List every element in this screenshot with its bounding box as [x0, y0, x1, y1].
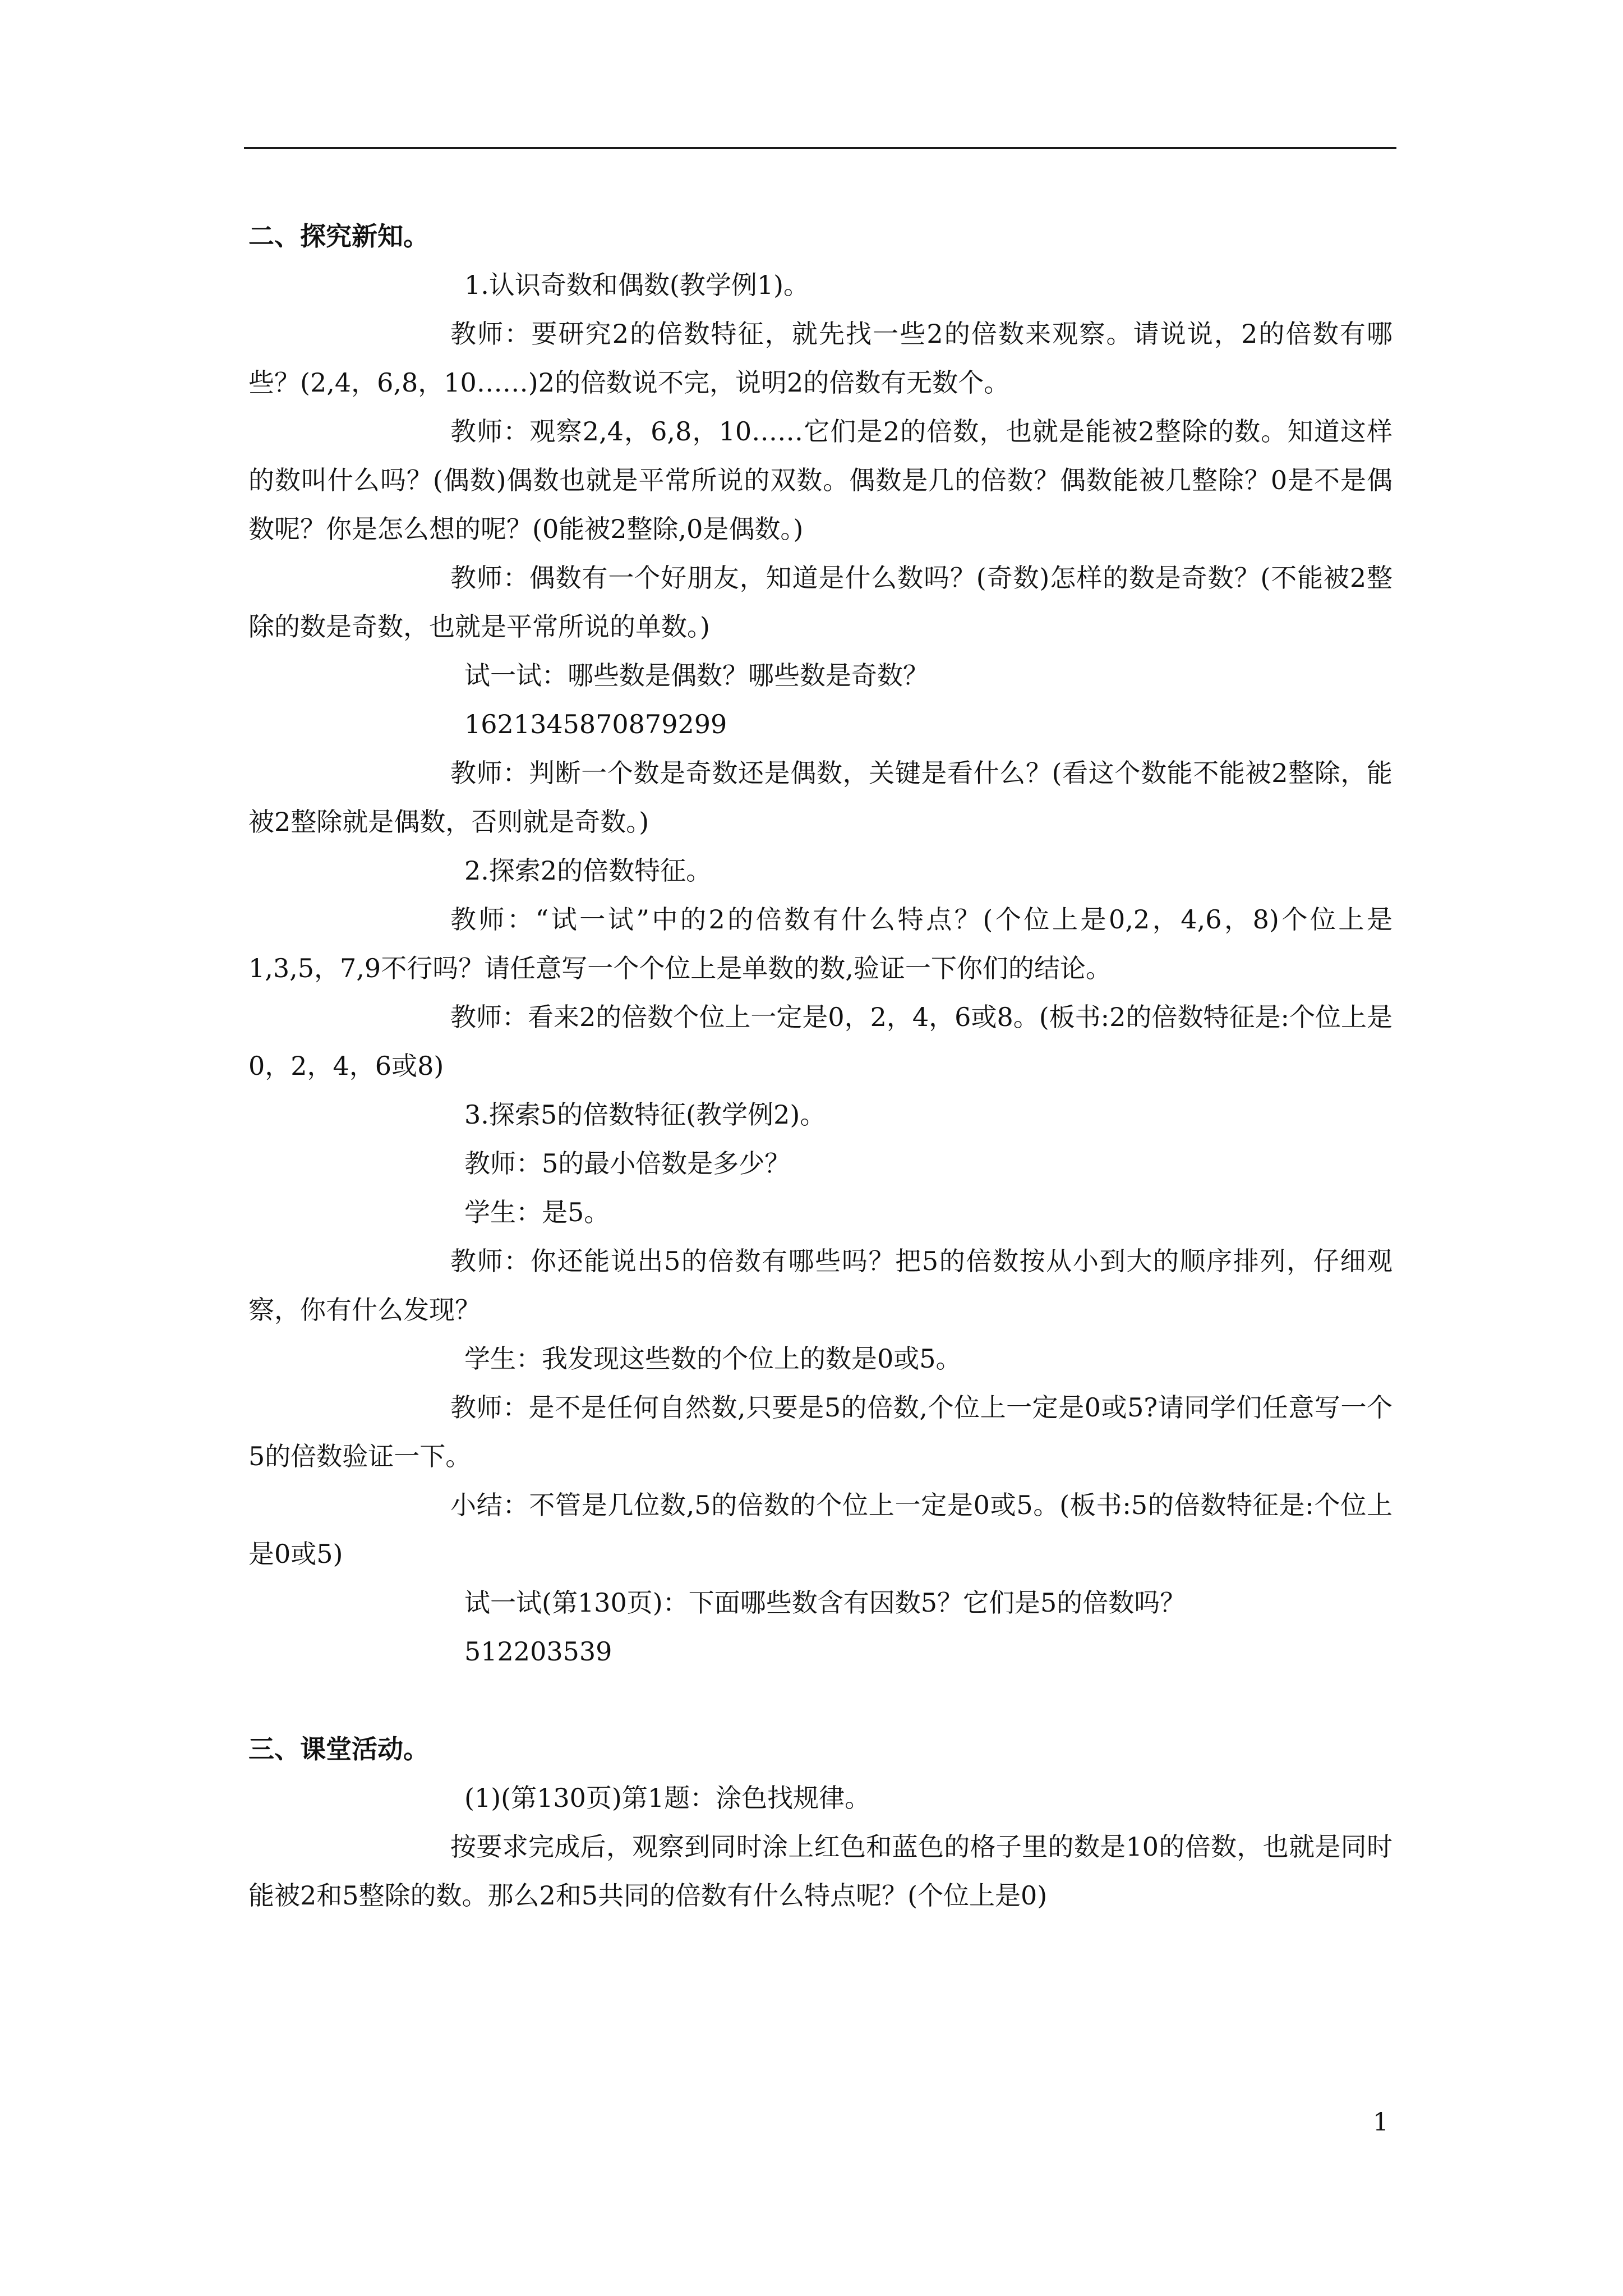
paragraph: 学生：是5。 [464, 1197, 610, 1227]
section-spacer [248, 1676, 1393, 1725]
paragraph: 教师：5的最小倍数是多少？ [464, 1148, 791, 1179]
paragraph: 教师：看来2的倍数个位上一定是0，2，4，6或8。(板书:2的倍数特征是:个位上是0，2，4，6或8) [248, 1002, 1393, 1081]
paragraph: 教师：你还能说出5的倍数有哪些吗？把5的倍数按从小到大的顺序排列，仔细观察，你有什么发现？ [248, 1246, 1393, 1325]
paragraph: 试一试(第130页)：下面哪些数含有因数5？它们是5的倍数吗？ [464, 1588, 1186, 1618]
paragraph: 教师：观察2,4，6,8，10……它们是2的倍数，也就是能被2整除的数。知道这样的数叫什么吗？(偶数)偶数也就是平常所说的双数。偶数是几的倍数？偶数能被几整除？0是不是偶数呢？你是怎么想的呢？(0能被2整除,0是偶数。) [248, 416, 1393, 544]
page-number: 1 [1373, 2108, 1389, 2137]
paragraph: 1621345870879299 [464, 709, 727, 739]
header-rule [244, 147, 1396, 149]
section-heading: 三、课堂活动。 [248, 1734, 429, 1764]
paragraph: 试一试：哪些数是偶数？哪些数是奇数？ [464, 660, 929, 691]
paragraph: 教师：是不是任何自然数,只要是5的倍数,个位上一定是0或5?请同学们任意写一个5的倍数验证一下。 [248, 1392, 1393, 1471]
paragraph: 按要求完成后，观察到同时涂上红色和蓝色的格子里的数是10的倍数，也就是同时能被2和5整除的数。那么2和5共同的倍数有什么特点呢？(个位上是0) [248, 1832, 1393, 1911]
paragraph: 小结：不管是几位数,5的倍数的个位上一定是0或5。(板书:5的倍数特征是:个位上是0或5) [248, 1490, 1393, 1569]
document-body [248, 212, 1393, 1920]
paragraph: 教师：“试一试”中的2的倍数有什么特点？(个位上是0,2，4,6，8)个位上是1,3,5，7,9不行吗？请任意写一个个位上是单数的数,验证一下你们的结论。 [248, 904, 1393, 983]
paragraph: 3.探索5的倍数特征(教学例2)。 [464, 1099, 826, 1130]
paragraph: 学生：我发现这些数的个位上的数是0或5。 [464, 1343, 962, 1374]
paragraph: 512203539 [464, 1636, 612, 1667]
paragraph: 1.认识奇数和偶数(教学例1)。 [464, 270, 810, 300]
paragraph: 2.探索2的倍数特征。 [464, 855, 712, 886]
paragraph: (1)(第130页)第1题：涂色找规律。 [464, 1783, 871, 1813]
paragraph: 教师：偶数有一个好朋友，知道是什么数吗？(奇数)怎样的数是奇数？(不能被2整除的数是奇数，也就是平常所说的单数。) [248, 563, 1393, 642]
section-heading: 二、探究新知。 [248, 221, 429, 251]
paragraph: 教师：要研究2的倍数特征，就先找一些2的倍数来观察。请说说，2的倍数有哪些？(2,4，6,8，10……)2的倍数说不完，说明2的倍数有无数个。 [248, 319, 1393, 398]
paragraph: 教师：判断一个数是奇数还是偶数，关键是看什么？(看这个数能不能被2整除，能被2整除就是偶数，否则就是奇数。) [248, 758, 1393, 837]
